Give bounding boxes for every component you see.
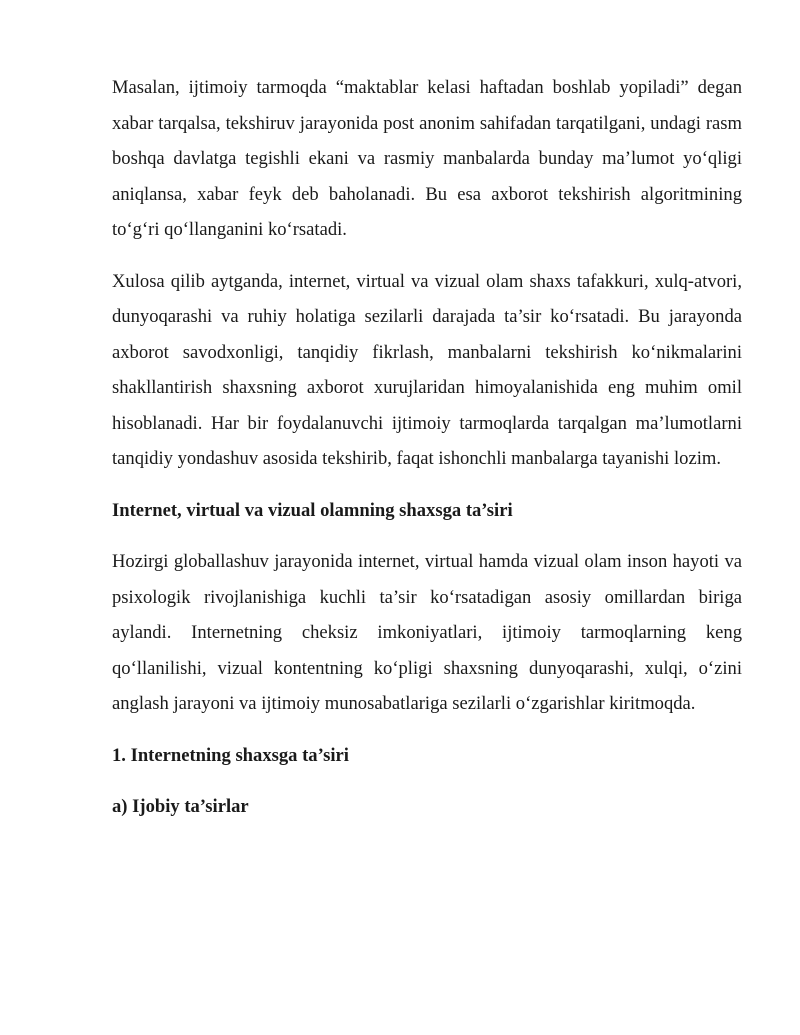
paragraph-conclusion: Xulosa qilib aytganda, internet, virtual va vizual olam shaxs tafakkuri, xulq-atvori, dunyoqarashi va ruhiy holatiga sezilarli darajada ta’sir ko‘rsatadi. Bu jarayonda axborot savodxonligi, tanqidiy fikrlash, manbalarni tekshirish ko‘nikmalarini shakllantirish shaxsning axborot xurujlaridan himoyalanishida eng muhim omil hisoblanadi. Har bir foydalanuvchi ijtimoiy tarmoqlarda tarqalgan ma’lumotlarni tanqidiy yondashuv asosida tekshirib, faqat ishonchli manbalarga tayanishi lozim.: [112, 270, 742, 469]
document-page: [112, 70, 742, 841]
sub-subsection-heading: a) Ijobiy ta’sirlar: [112, 796, 249, 817]
paragraph-intro: Hozirgi globallashuv jarayonida internet, virtual hamda vizual olam inson hayoti va psixologik rivojlanishiga kuchli ta’sir ko‘rsatadigan asosiy omillardan biriga aylandi. Internetning cheksiz imkoniyatlari, ijtimoiy tarmoqlarning keng qo‘llanilishi, vizual kontentning ko‘pligi shaxsning dunyoqarashi, xulqi, o‘zini anglash jarayoni va ijtimoiy munosabatlariga sezilarli o‘zgarishlar kiritmoqda.: [112, 551, 742, 714]
section-heading: Internet, virtual va vizual olamning shaxsga ta’siri: [112, 499, 513, 521]
subsection-heading: 1. Internetning shaxsga ta’siri: [112, 744, 349, 766]
paragraph-example: Masalan, ijtimoiy tarmoqda “maktablar kelasi haftadan boshlab yopiladi” degan xabar tarqalsa, tekshiruv jarayonida post anonim sahifadan tarqatilgani, undagi rasm boshqa davlatga tegishli ekani va rasmiy manbalarda bunday ma’lumot yo‘qligi aniqlansa, xabar feyk deb baholanadi. Bu esa axborot tekshirish algoritmining to‘g‘ri qo‘llanganini ko‘rsatadi.: [112, 77, 742, 240]
